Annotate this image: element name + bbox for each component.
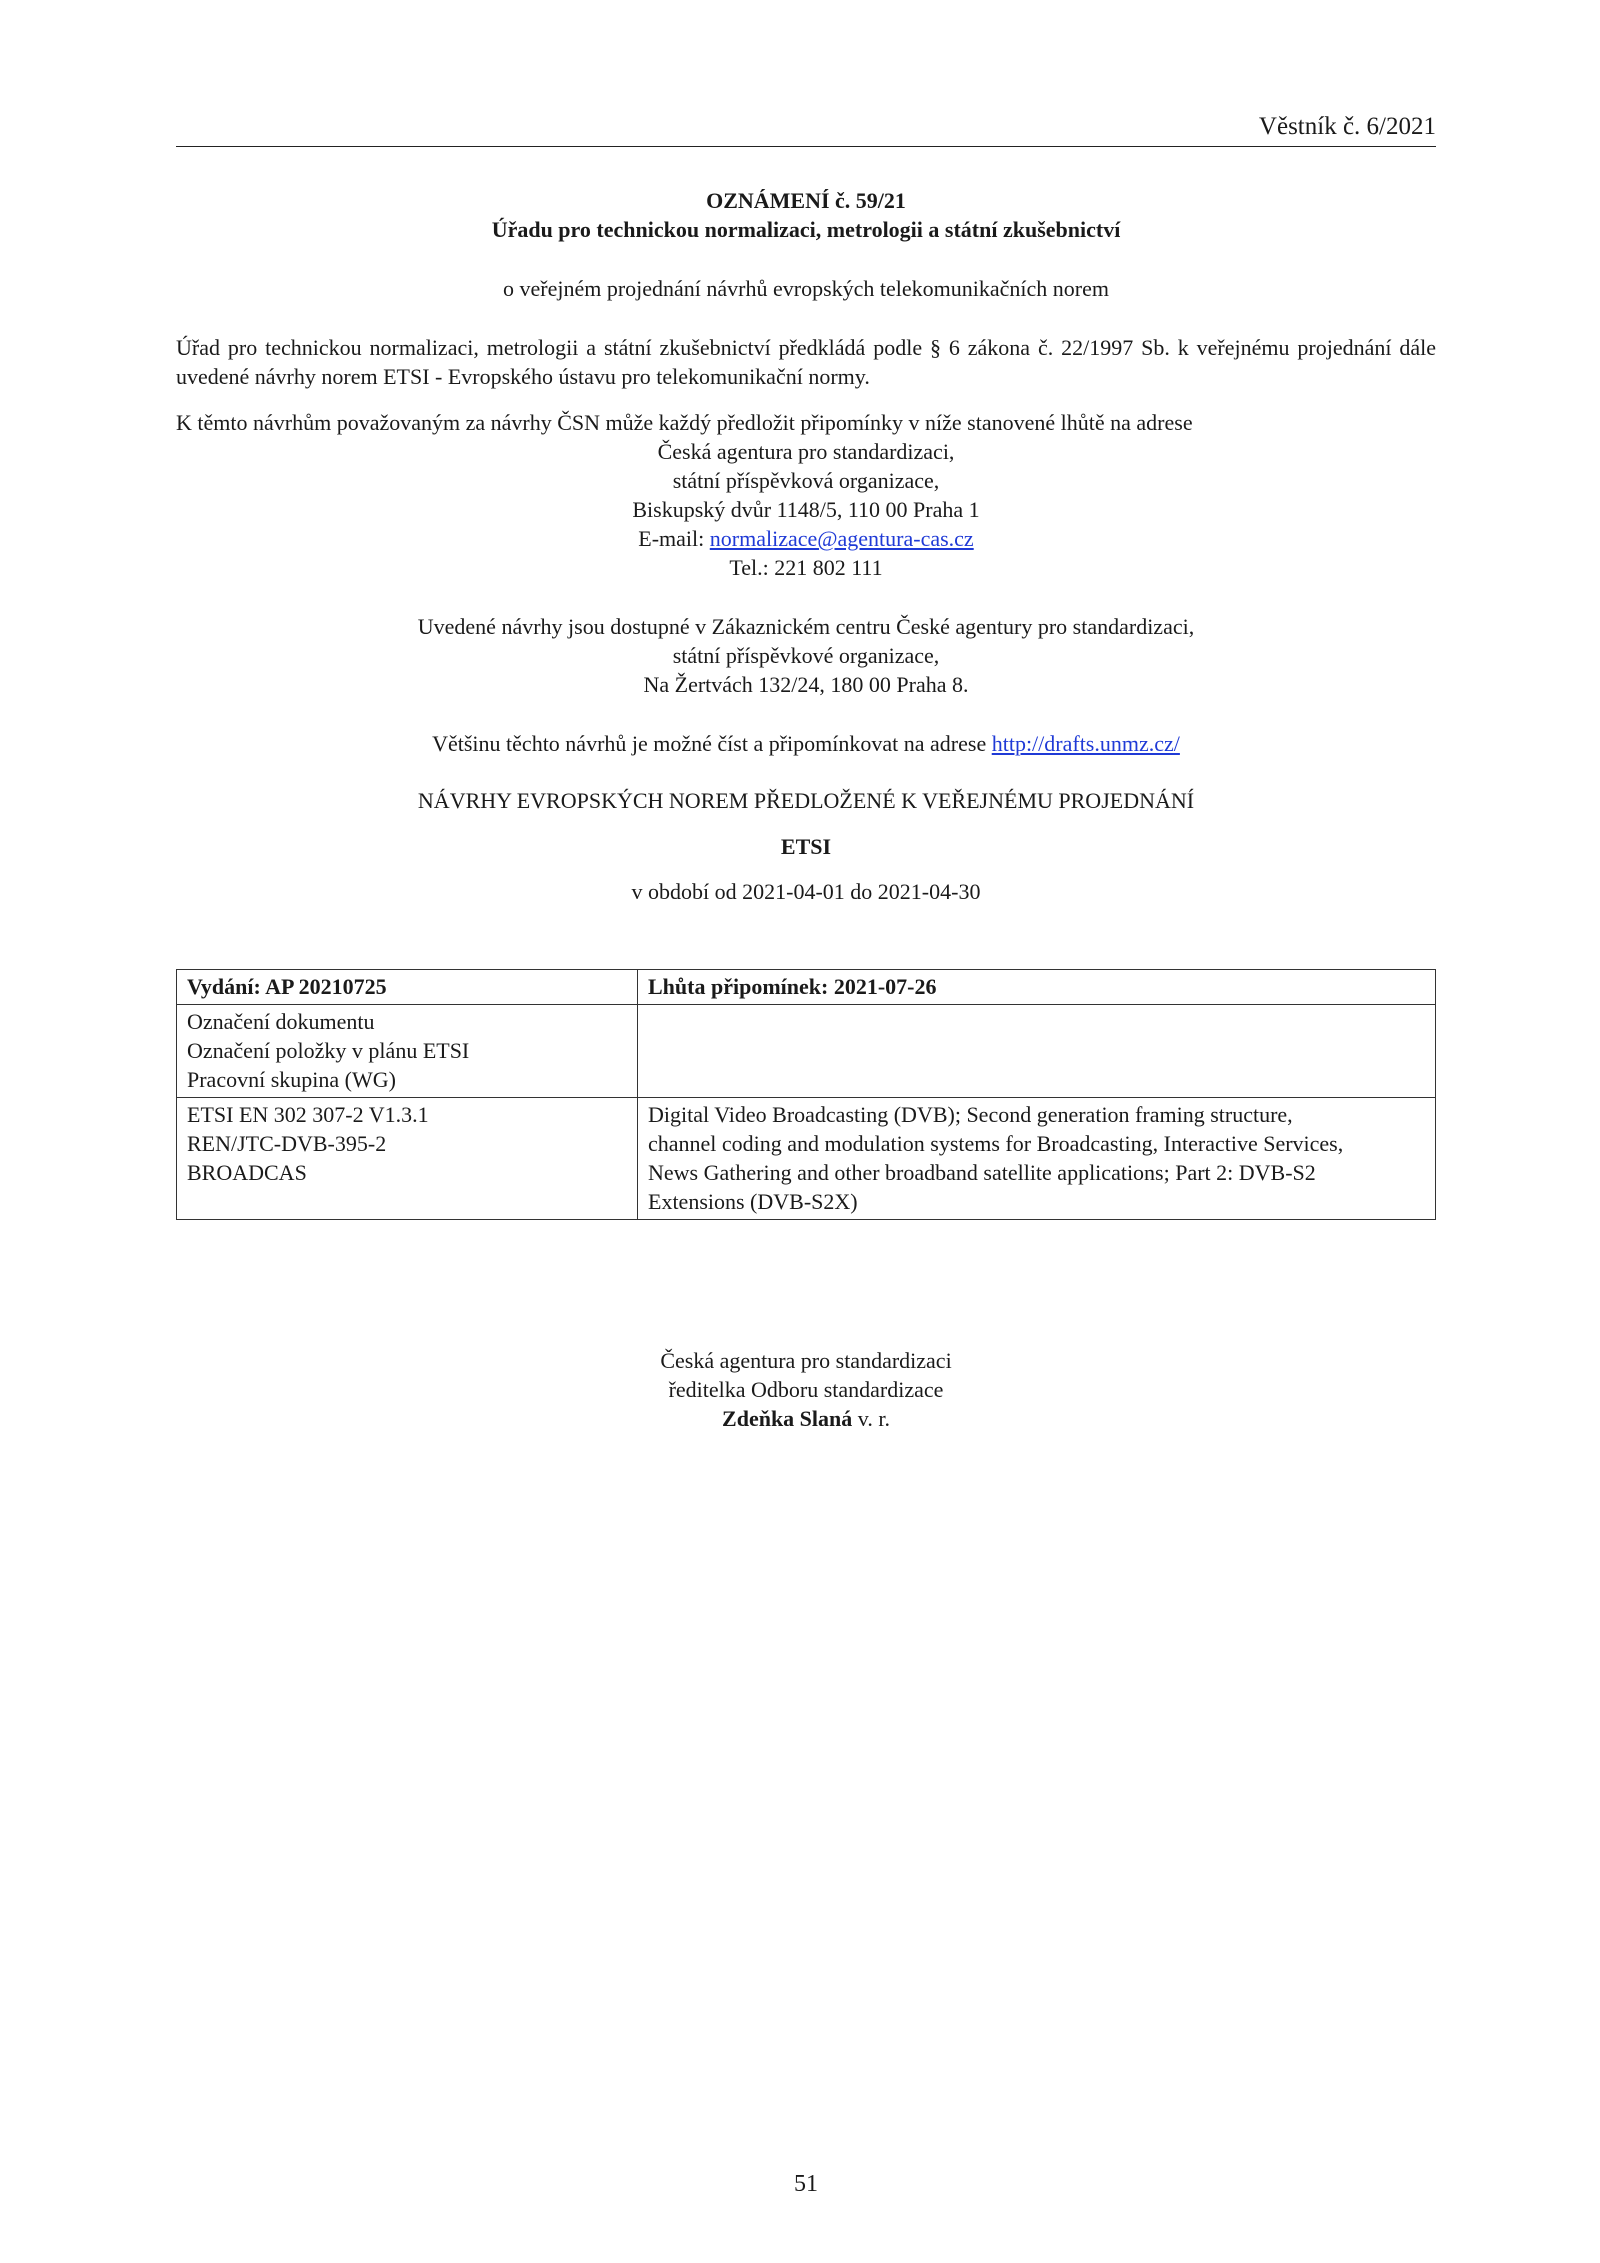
address-line: Biskupský dvůr 1148/5, 110 00 Praha 1 <box>632 497 980 522</box>
availability-line: státní příspěvkové organizace, <box>672 643 940 668</box>
notice-subtitle: o veřejném projednání návrhů evropských telekomunikačních norem <box>502 276 1110 301</box>
page-number: 51 <box>794 2171 818 2197</box>
comments-paragraph: K těmto návrhům považovaným za návrhy ČSN může každý předložit připomínky v níže stanovené lhůtě na adrese <box>176 410 1193 435</box>
section-heading: NÁVRHY EVROPSKÝCH NOREM PŘEDLOŽENÉ K VEŘEJNÉMU PROJEDNÁNÍ <box>417 788 1195 813</box>
standard-title-cell <box>638 1098 1436 1220</box>
signature-name-line <box>176 1404 1436 1433</box>
notice-issuer: Úřadu pro technickou normalizaci, metrologii a státní zkušebnictví <box>491 217 1121 242</box>
standards-table <box>176 969 1436 1220</box>
drafts-link[interactable]: http://drafts.unmz.cz/ <box>991 731 1180 756</box>
drafts-web-line <box>176 729 1436 758</box>
notice-title: OZNÁMENÍ č. 59/21 <box>706 188 906 213</box>
standard-working-group: BROADCAS <box>187 1160 307 1185</box>
document-page <box>176 0 1436 2263</box>
availability-line: Na Žertvách 132/24, 180 00 Praha 8. <box>643 672 969 697</box>
standard-title-line: channel coding and modulation systems for Broadcasting, Interactive Services, <box>648 1131 1344 1156</box>
standard-ids-cell <box>177 1098 638 1220</box>
signature-org: Česká agentura pro standardizaci <box>660 1348 952 1373</box>
email-label: E-mail: <box>638 526 710 551</box>
signature-role: ředitelka Odboru standardizace <box>668 1377 944 1402</box>
intro-paragraph: Úřad pro technickou normalizaci, metrologii a státní zkušebnictví předkládá podle § 6 zákona č. 22/1997 Sb. k veřejnému projednání dále uvedené návrhy norem ETSI - Evropského ústavu pro telekomunikační normy. <box>176 335 1436 389</box>
availability-block <box>176 612 1436 699</box>
table-labels-row <box>177 1005 1436 1098</box>
standard-title-line: Extensions (DVB-S2X) <box>648 1189 858 1214</box>
label-working-group: Pracovní skupina (WG) <box>187 1067 396 1092</box>
signature-block <box>176 1346 1436 1433</box>
email-link[interactable]: normalizace@agentura-cas.cz <box>709 526 974 551</box>
availability-line: Uvedené návrhy jsou dostupné v Zákaznickém centru České agentury pro standardizaci, <box>417 614 1195 639</box>
address-block <box>176 437 1436 582</box>
section-org: ETSI <box>780 834 832 859</box>
drafts-web-text: Většinu těchto návrhů je možné číst a připomínkovat na adrese <box>432 731 992 756</box>
labels-cell <box>177 1005 638 1098</box>
empty-cell <box>638 1005 1436 1098</box>
standard-title-line: Digital Video Broadcasting (DVB); Second generation framing structure, <box>648 1102 1293 1127</box>
email-line <box>176 524 1436 553</box>
label-plan-item: Označení položky v plánu ETSI <box>187 1038 470 1063</box>
label-document: Označení dokumentu <box>187 1009 375 1034</box>
table-row <box>177 1098 1436 1220</box>
standard-title-line: News Gathering and other broadband satellite applications; Part 2: DVB-S2 <box>648 1160 1316 1185</box>
standard-designation: ETSI EN 302 307-2 V1.3.1 <box>187 1102 429 1127</box>
address-line: Česká agentura pro standardizaci, <box>657 439 955 464</box>
issue-cell: Vydání: AP 20210725 <box>177 970 638 1005</box>
table-header-row <box>177 970 1436 1005</box>
standard-plan-item: REN/JTC-DVB-395-2 <box>187 1131 387 1156</box>
running-header: Věstník č. 6/2021 <box>176 112 1436 147</box>
phone-line: Tel.: 221 802 111 <box>729 555 883 580</box>
address-line: státní příspěvková organizace, <box>672 468 940 493</box>
section-period: v období od 2021-04-01 do 2021-04-30 <box>631 879 981 904</box>
signature-suffix: v. r. <box>852 1406 890 1431</box>
deadline-cell: Lhůta připomínek: 2021-07-26 <box>638 970 1436 1005</box>
signature-name: Zdeňka Slaná <box>722 1406 853 1431</box>
